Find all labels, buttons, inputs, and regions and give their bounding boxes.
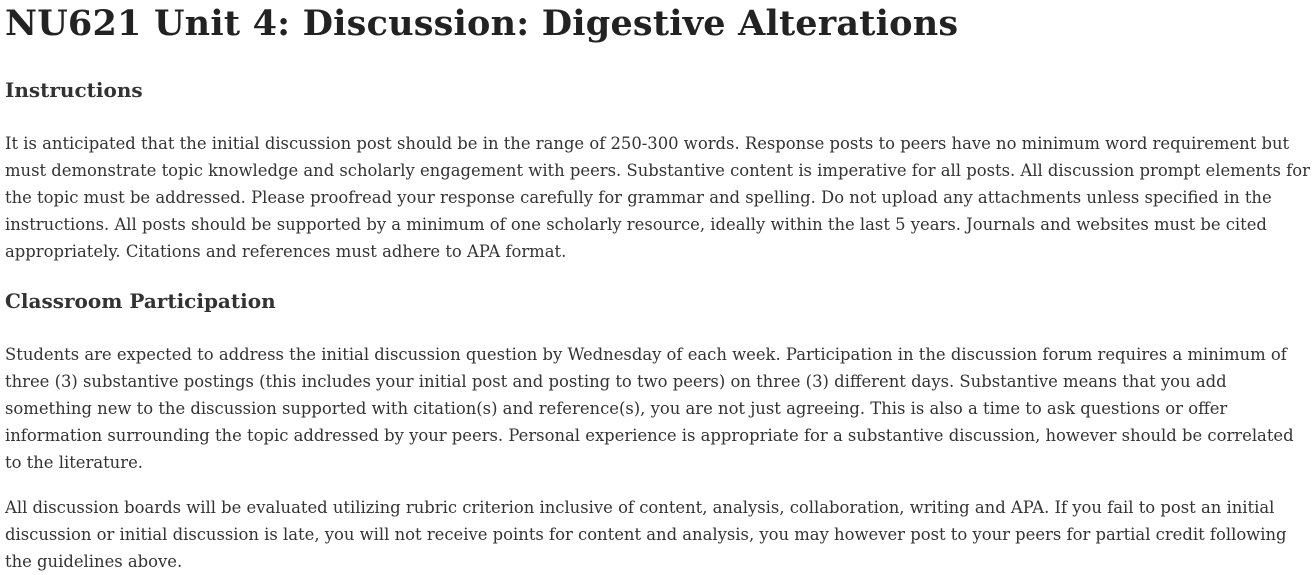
instructions-paragraph: It is anticipated that the initial discussion post should be in the range of 250-300 words. Response posts to peers have no minimum word requirement but must demonstrate topic knowledge and scholarly engagement with peers. Substantive content is imperative for all posts. All discussion prompt elements for the topic must be addressed. Please proofread your response carefully for grammar and spelling. Do not upload any attachments unless specified in the instructions. All posts should be supported by a minimum of one scholarly resource, ideally within the last 5 years. Journals and websites must be cited appropriately. Citations and references must adhere to APA format. [5, 134, 1310, 261]
section-heading-classroom-participation: Classroom Participation [5, 289, 276, 313]
participation-paragraph-grading: All discussion boards will be evaluated utilizing rubric criterion inclusive of content, analysis, collaboration, writing and APA. If you fail to post an initial discussion or initial discussion is late, you will not receive points for content and analysis, you may however post to your peers for partial credit following the guidelines above. [5, 498, 1287, 571]
participation-paragraph-expectations: Students are expected to address the initial discussion question by Wednesday of each week. Participation in the discussion forum requires a minimum of three (3) substantive postings (this includes your initial post and posting to two peers) on three (3) different days. Substantive means that you add something new to the discussion supported with citation(s) and reference(s), you are not just agreeing. This is also a time to ask questions or offer information surrounding the topic addressed by your peers. Personal experience is appropriate for a substantive discussion, however should be correlated to the literature. [5, 345, 1294, 472]
section-heading-instructions: Instructions [5, 78, 143, 102]
page-title: NU621 Unit 4: Discussion: Digestive Alterations [5, 3, 959, 44]
